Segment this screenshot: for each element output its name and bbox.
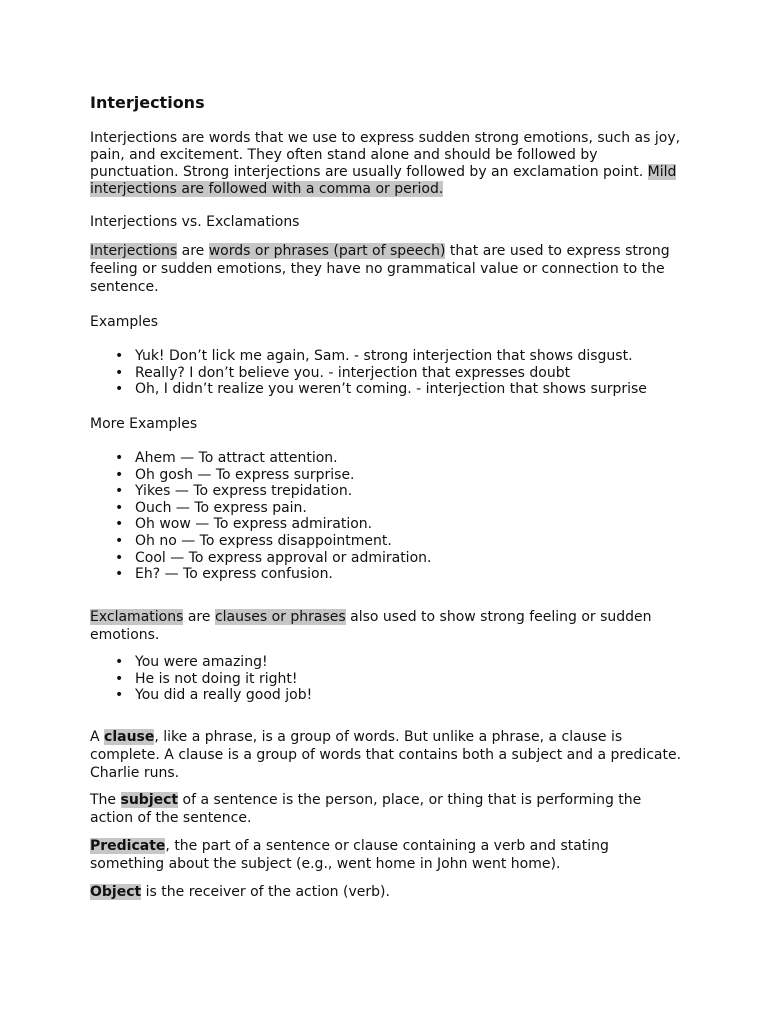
definition-phrase: words or phrases (part of speech) xyxy=(208,243,446,259)
more-examples-list xyxy=(90,450,686,583)
list-item: • You were amazing! xyxy=(90,654,686,671)
more-examples-heading: More Examples xyxy=(90,416,198,432)
list-item: • Really? I don’t believe you. - interjection that expresses doubt xyxy=(90,365,686,382)
list-item: • Yikes — To express trepidation. xyxy=(90,483,686,500)
list-item: • Oh wow — To express admiration. xyxy=(90,516,686,533)
subject-rest: of a sentence is the person, place, or thing that is performing the action of the sentence. xyxy=(90,792,642,826)
page-title: Interjections xyxy=(90,93,205,112)
list-item: • Ahem — To attract attention. xyxy=(90,450,686,467)
examples-heading: Examples xyxy=(90,314,159,330)
list-item: • Oh gosh — To express surprise. xyxy=(90,467,686,484)
predicate-rest: , the part of a sentence or clause containing a verb and stating something about the subject (e.g., went home in John went home). xyxy=(90,838,609,872)
list-item: • Eh? — To express confusion. xyxy=(90,566,686,583)
predicate-term: Predicate xyxy=(90,838,166,854)
clause-paragraph xyxy=(90,728,686,782)
definition-term: Interjections xyxy=(90,243,178,259)
list-item: • Ouch — To express pain. xyxy=(90,500,686,517)
list-item: • Oh, I didn’t realize you weren’t coming. - interjection that shows surprise xyxy=(90,381,686,398)
subject-paragraph xyxy=(90,791,686,827)
clause-pre: A xyxy=(90,729,105,745)
examples-list xyxy=(90,348,686,398)
predicate-paragraph xyxy=(90,837,686,873)
list-item: • You did a really good job! xyxy=(90,687,686,704)
definition-paragraph xyxy=(90,242,686,296)
list-item: • Oh no — To express disappointment. xyxy=(90,533,686,550)
definition-rest: that are used to express strong feeling or sudden emotions, they have no grammatical value or connection to the sentence. xyxy=(90,243,670,295)
exclamations-term: Exclamations xyxy=(90,609,184,625)
exclamations-paragraph xyxy=(90,608,686,644)
definition-are: are xyxy=(177,243,209,259)
list-item: • Yuk! Don’t lick me again, Sam. - strong interjection that shows disgust. xyxy=(90,348,686,365)
exclamations-rest: also used to show strong feeling or sudden emotions. xyxy=(90,609,652,643)
exclamation-examples-list xyxy=(90,654,686,704)
clause-term: clause xyxy=(104,729,155,745)
intro-highlight: Mild interjections are followed with a comma or period. xyxy=(90,164,677,197)
intro-text: Interjections are words that we use to express sudden strong emotions, such as joy, pain, and excitement. They often stand alone and should be followed by punctuation. Strong interjections are usually followed by an exclamation point. xyxy=(90,130,681,180)
subject-term: subject xyxy=(120,792,179,808)
vs-heading: Interjections vs. Exclamations xyxy=(90,214,300,230)
intro-paragraph xyxy=(90,130,686,198)
list-item: • Cool — To express approval or admiration. xyxy=(90,550,686,567)
list-item: • He is not doing it right! xyxy=(90,671,686,688)
exclamations-phrase: clauses or phrases xyxy=(214,609,346,625)
object-paragraph xyxy=(90,883,686,901)
object-rest: is the receiver of the action (verb). xyxy=(141,884,390,900)
clause-rest: , like a phrase, is a group of words. But unlike a phrase, a clause is complete. A clause is a group of words that contains both a subject and a predicate. Charlie runs. xyxy=(90,729,682,781)
object-term: Object xyxy=(90,884,142,900)
subject-pre: The xyxy=(90,792,121,808)
exclamations-are: are xyxy=(183,609,215,625)
